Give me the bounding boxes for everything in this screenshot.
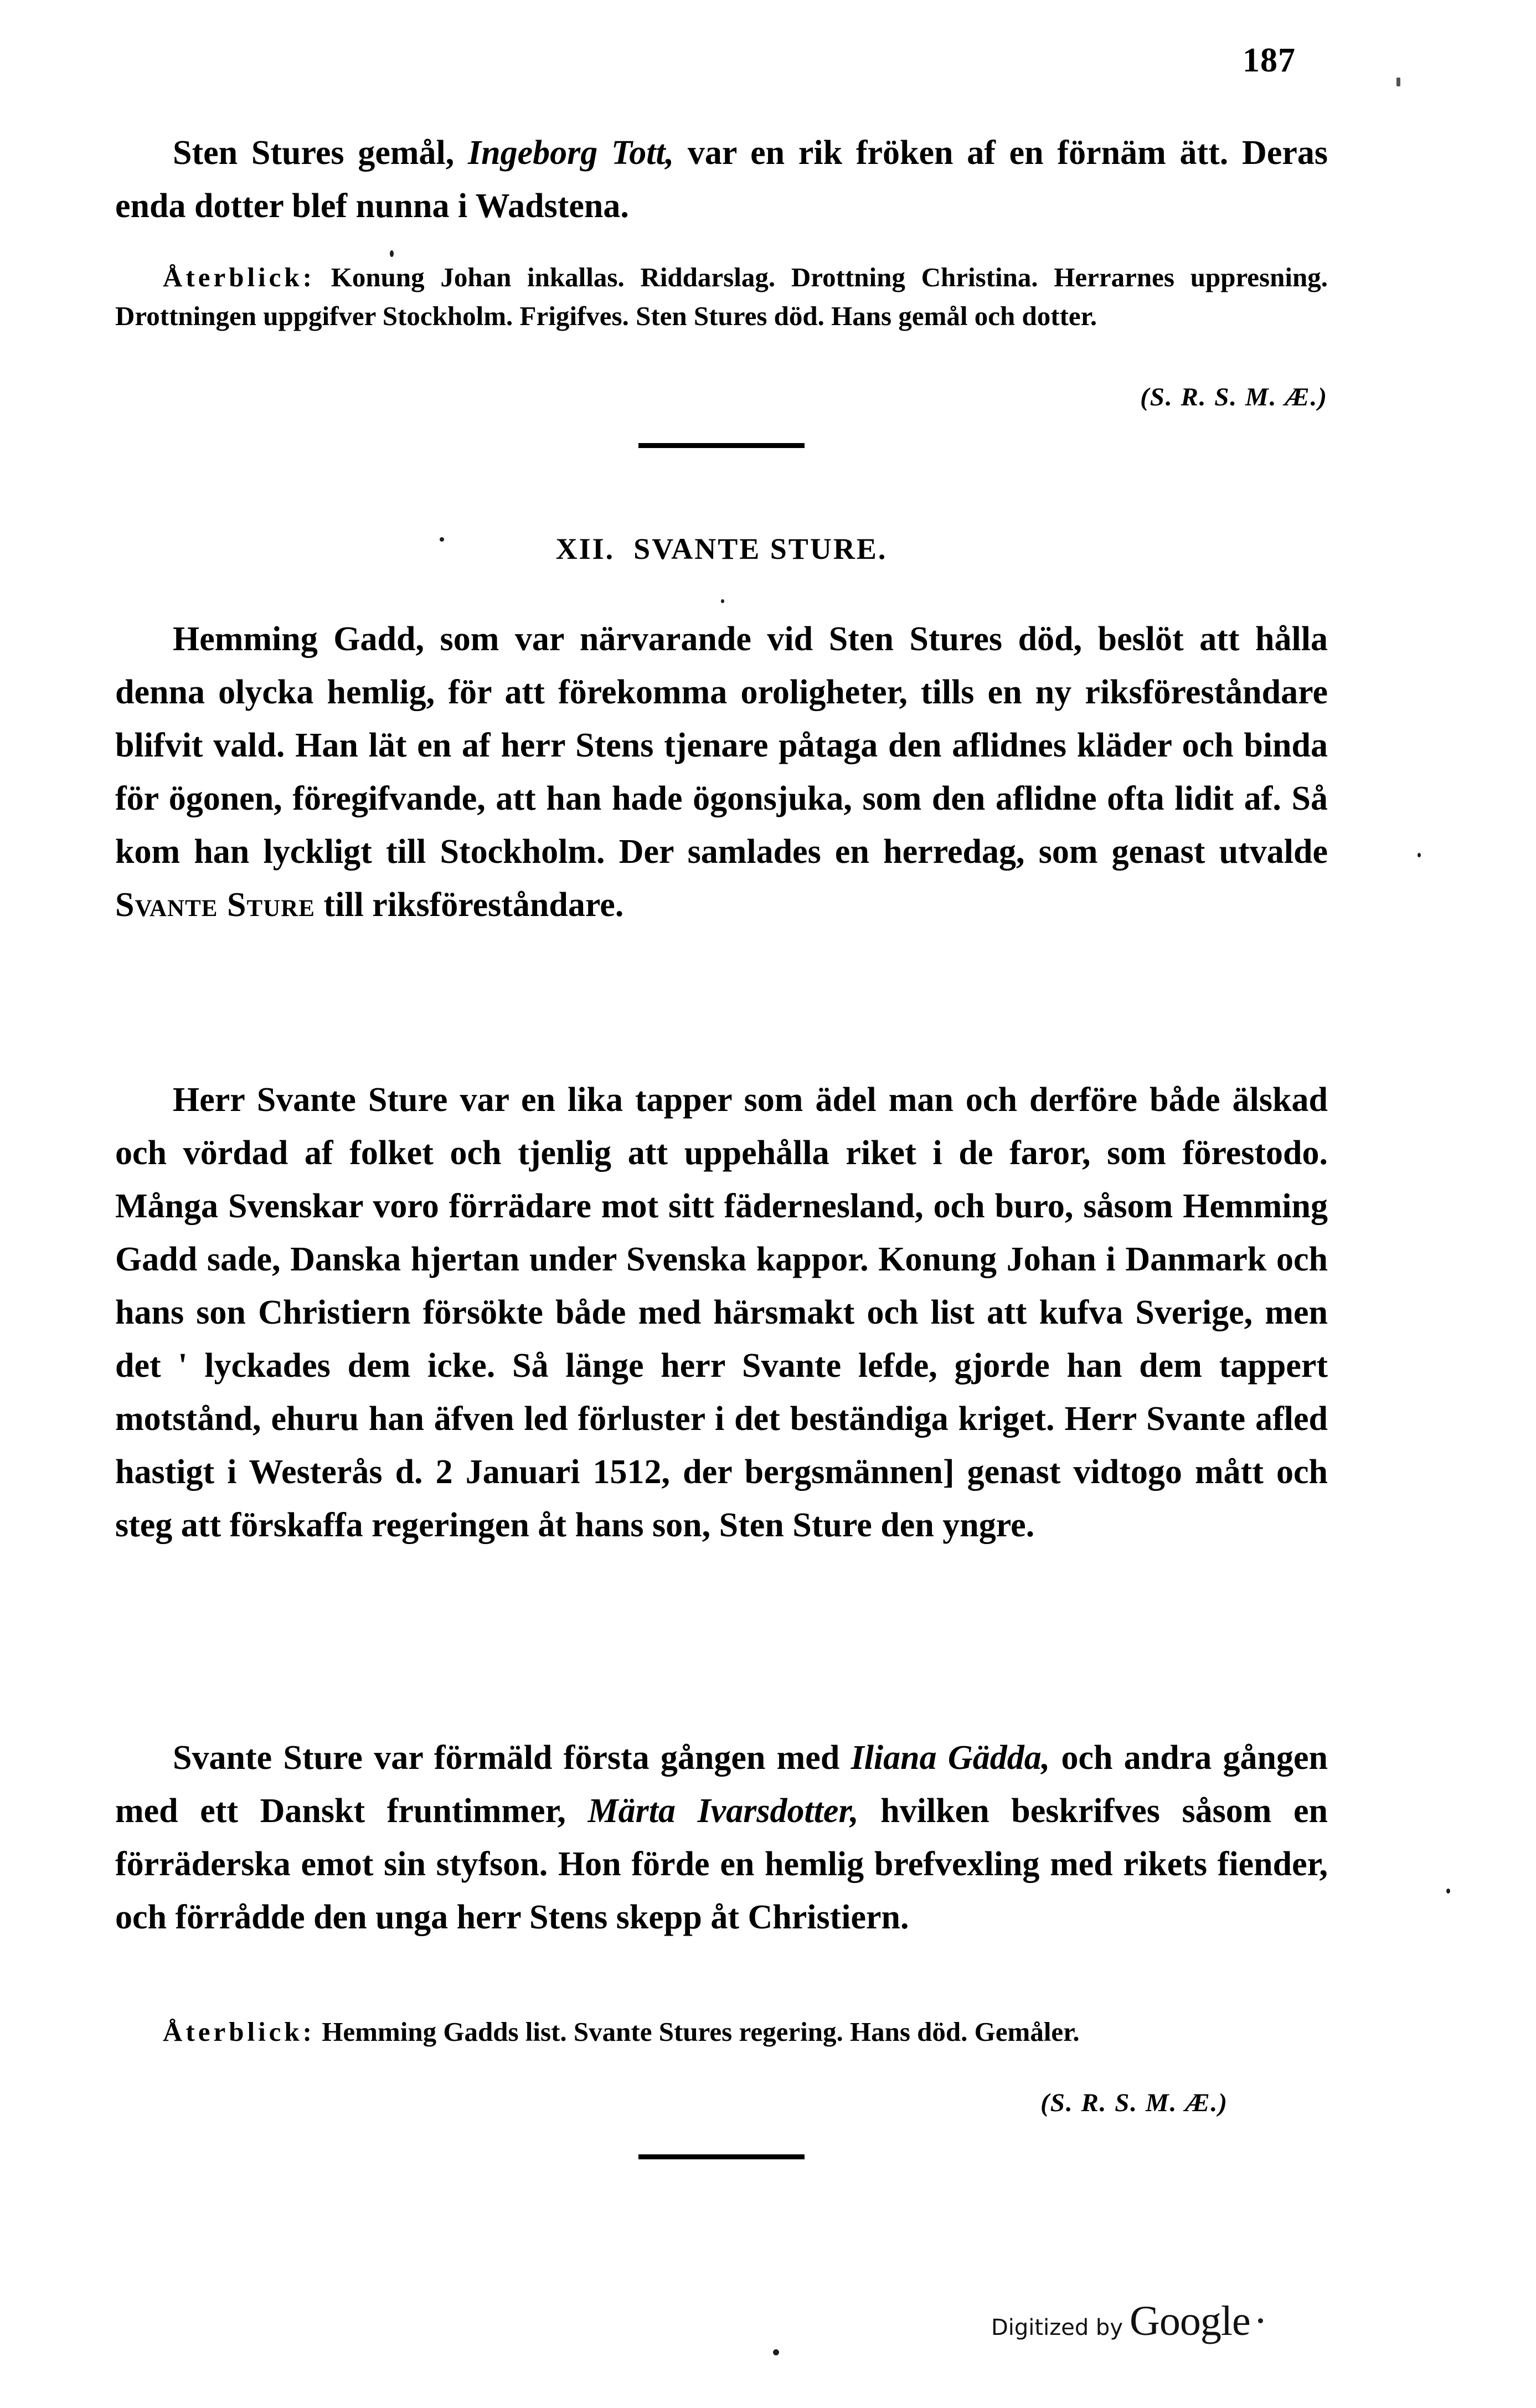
scan-speck bbox=[440, 537, 444, 542]
scan-speck bbox=[1446, 1889, 1450, 1894]
marriage-text-part3: hvilken beskrifves såsom en förräderska emot sin styfson. Hon förde en hemlig brefvexling med rikets fiender, och förrådde den unga herr Stens skepp åt Christiern. bbox=[115, 1792, 1328, 1936]
horizontal-rule bbox=[638, 2154, 805, 2159]
aterblick-top bbox=[115, 258, 1328, 336]
marriage-text-part1: Svante Sture var förmäld första gången med bbox=[173, 1739, 851, 1777]
chapter-heading bbox=[115, 532, 1328, 566]
digitized-by-google-watermark bbox=[991, 2297, 1250, 2345]
lead-text-part1: Sten Stures gemål, bbox=[173, 134, 468, 172]
scan-speck bbox=[773, 2349, 779, 2355]
aterblick-bottom-label: Återblick: bbox=[163, 2016, 315, 2047]
scan-speck bbox=[390, 250, 394, 257]
scan-speck bbox=[1258, 2318, 1263, 2323]
horizontal-rule bbox=[638, 443, 805, 448]
watermark-digitized-by: Digitized by bbox=[991, 2315, 1123, 2340]
aterblick-top-label: Återblick: bbox=[163, 262, 315, 292]
paragraph-text: Herr Svante Sture var en lika tapper som ädel man och derföre både älskad och vördad af folket och tjenlig att uppehålla riket i de faror, som förestodo. Många Svenskar voro förrädare mot sitt fädernesland, och buro, såsom Hemming Gadd sade, Danska hjertan under Svenska kappor. Konung Johan i Danmark och hans son Christiern försökte både med härsmakt och list att kufva Sverige, men det ' lyckades dem icke. Så länge herr Svante lefde, gjorde han dem tappert motstånd, ehuru han äfven led förluster i det beständiga kriget. Herr Svante afled hastigt i Westerås d. 2 Januari 1512, der bergsmännen] genast vidtogo mått och steg att förskaffa regeringen åt hans son, Sten Sture den yngre. bbox=[115, 1081, 1328, 1544]
italic-marta-ivarsdotter: Märta Ivarsdotter, bbox=[587, 1792, 859, 1830]
paragraph-marriages bbox=[115, 1731, 1328, 1944]
scan-speck bbox=[721, 599, 724, 603]
lead-text-part2: var en rik fröken af en förnäm ätt. Deras enda dotter blef nunna i Wadstena. bbox=[115, 134, 1328, 225]
scan-speck bbox=[1418, 853, 1421, 857]
italic-iliana-gadda: Iliana Gädda, bbox=[851, 1739, 1050, 1777]
page-number: 187 bbox=[1243, 42, 1296, 79]
paragraph-text-before-smallcaps: Hemming Gadd, som var närvarande vid Sten Stures död, beslöt att hålla denna olycka hemlig, för att förekomma oroligheter, tills en ny riksföreståndare blifvit vald. Han lät en af herr Stens tjenare påtaga den aflidnes kläder och binda för ögonen, föregifvande, att han hade ögonsjuka, som den aflidne ofta lidit af. Så kom han lyckligt till Stockholm. Der samlades en herredag, som genast utvalde bbox=[115, 620, 1328, 871]
chapter-title: SVANTE STURE. bbox=[633, 532, 888, 565]
aterblick-bottom-citation: (S. R. S. M. Æ.) bbox=[1040, 2088, 1228, 2117]
smallcaps-svante-sture: Svante Sture bbox=[115, 886, 315, 924]
chapter-number: XII. bbox=[555, 532, 615, 565]
marriage-text-part2: och andra gången med ett Danskt fruntimmer, bbox=[115, 1739, 1328, 1830]
aterblick-top-text: Konung Johan inkallas. Riddarslag. Drottning Christina. Herrarnes uppresning. Drottningen uppgifver Stockholm. Frigifves. Sten Stures död. Hans gemål och dotter. bbox=[115, 262, 1328, 331]
aterblick-bottom-text: Hemming Gadds list. Svante Stures regering. Hans död. Gemåler. bbox=[315, 2016, 1080, 2047]
paragraph-text-after-smallcaps: till riksföreståndare. bbox=[315, 886, 624, 924]
paragraph-hemming-gadd bbox=[115, 613, 1328, 932]
aterblick-bottom bbox=[115, 2013, 1328, 2051]
watermark-google-logo: Google bbox=[1130, 2298, 1250, 2344]
divider-rule-top bbox=[115, 443, 1328, 448]
lead-paragraph bbox=[115, 126, 1328, 233]
aterblick-top-citation: (S. R. S. M. Æ.) bbox=[1140, 383, 1328, 411]
divider-rule-bottom bbox=[115, 2154, 1328, 2159]
paragraph-herr-svante bbox=[115, 1073, 1328, 1552]
lead-italic-ingeborg-tott: Ingeborg Tott, bbox=[467, 134, 674, 172]
scan-speck bbox=[1396, 78, 1400, 86]
